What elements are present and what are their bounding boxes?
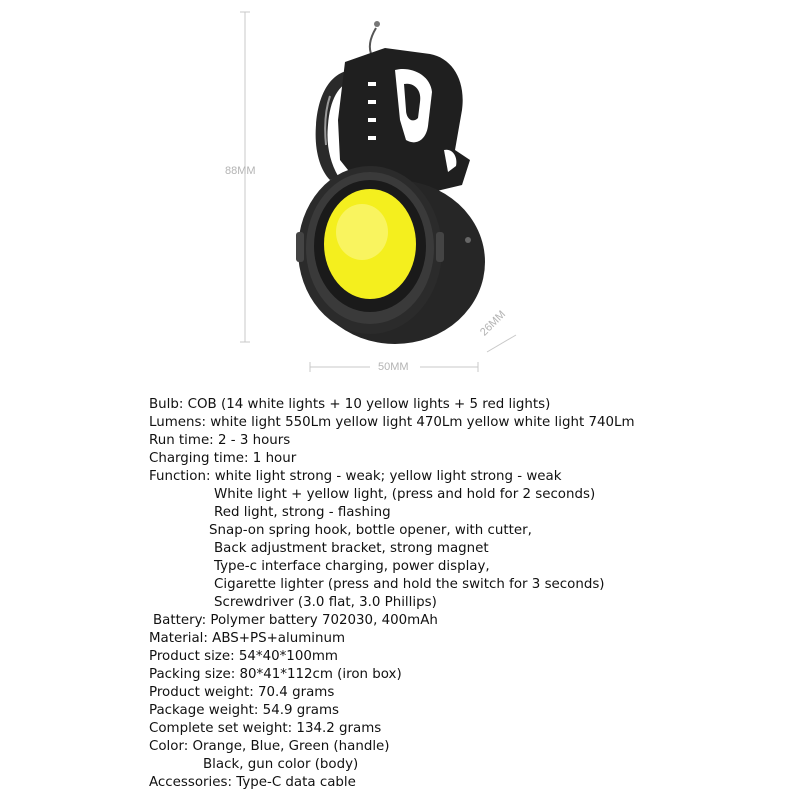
spec-package-weight: Package weight: 54.9 grams	[149, 703, 339, 718]
spec-function-line: Type-c interface charging, power display,	[214, 559, 490, 574]
spec-packing-size: Packing size: 80*41*112cm (iron box)	[149, 667, 402, 682]
spec-function-line: Snap-on spring hook, bottle opener, with cutter,	[209, 523, 532, 538]
spec-product-weight: Product weight: 70.4 grams	[149, 685, 335, 700]
spec-color: Color: Orange, Blue, Green (handle)	[149, 739, 390, 754]
spec-accessories: Accessories: Type-C data cable	[149, 775, 356, 790]
spec-battery: Battery: Polymer battery 702030, 400mAh	[153, 613, 438, 628]
spec-bulb: Bulb: COB (14 white lights + 10 yellow lights + 5 red lights)	[149, 397, 551, 412]
spec-function-line: White light + yellow light, (press and hold for 2 seconds)	[214, 487, 596, 502]
spec-function-line: Cigarette lighter (press and hold the switch for 3 seconds)	[214, 577, 605, 592]
spec-function: Function: white light strong - weak; yellow light strong - weak	[149, 469, 562, 484]
spec-material: Material: ABS+PS+aluminum	[149, 631, 345, 646]
spec-product-size: Product size: 54*40*100mm	[149, 649, 338, 664]
product-image-area	[0, 0, 800, 380]
spec-charging-time: Charging time: 1 hour	[149, 451, 297, 466]
spec-run-time: Run time: 2 - 3 hours	[149, 433, 291, 448]
spec-complete-set-weight: Complete set weight: 134.2 grams	[149, 721, 382, 736]
spec-lumens: Lumens: white light 550Lm yellow light 470Lm yellow white light 740Lm	[149, 415, 635, 430]
spec-function-line: Screwdriver (3.0 flat, 3.0 Phillips)	[214, 595, 437, 610]
depth-dimension-label: 26MM	[478, 308, 509, 339]
width-dimension-label: 50MM	[378, 361, 409, 373]
spec-function-line: Back adjustment bracket, strong magnet	[214, 541, 489, 556]
product-illustration	[0, 0, 800, 380]
height-dimension-label: 88MM	[225, 165, 256, 177]
spec-color-line: Black, gun color (body)	[203, 757, 359, 772]
spec-function-line: Red light, strong - flashing	[214, 505, 391, 520]
